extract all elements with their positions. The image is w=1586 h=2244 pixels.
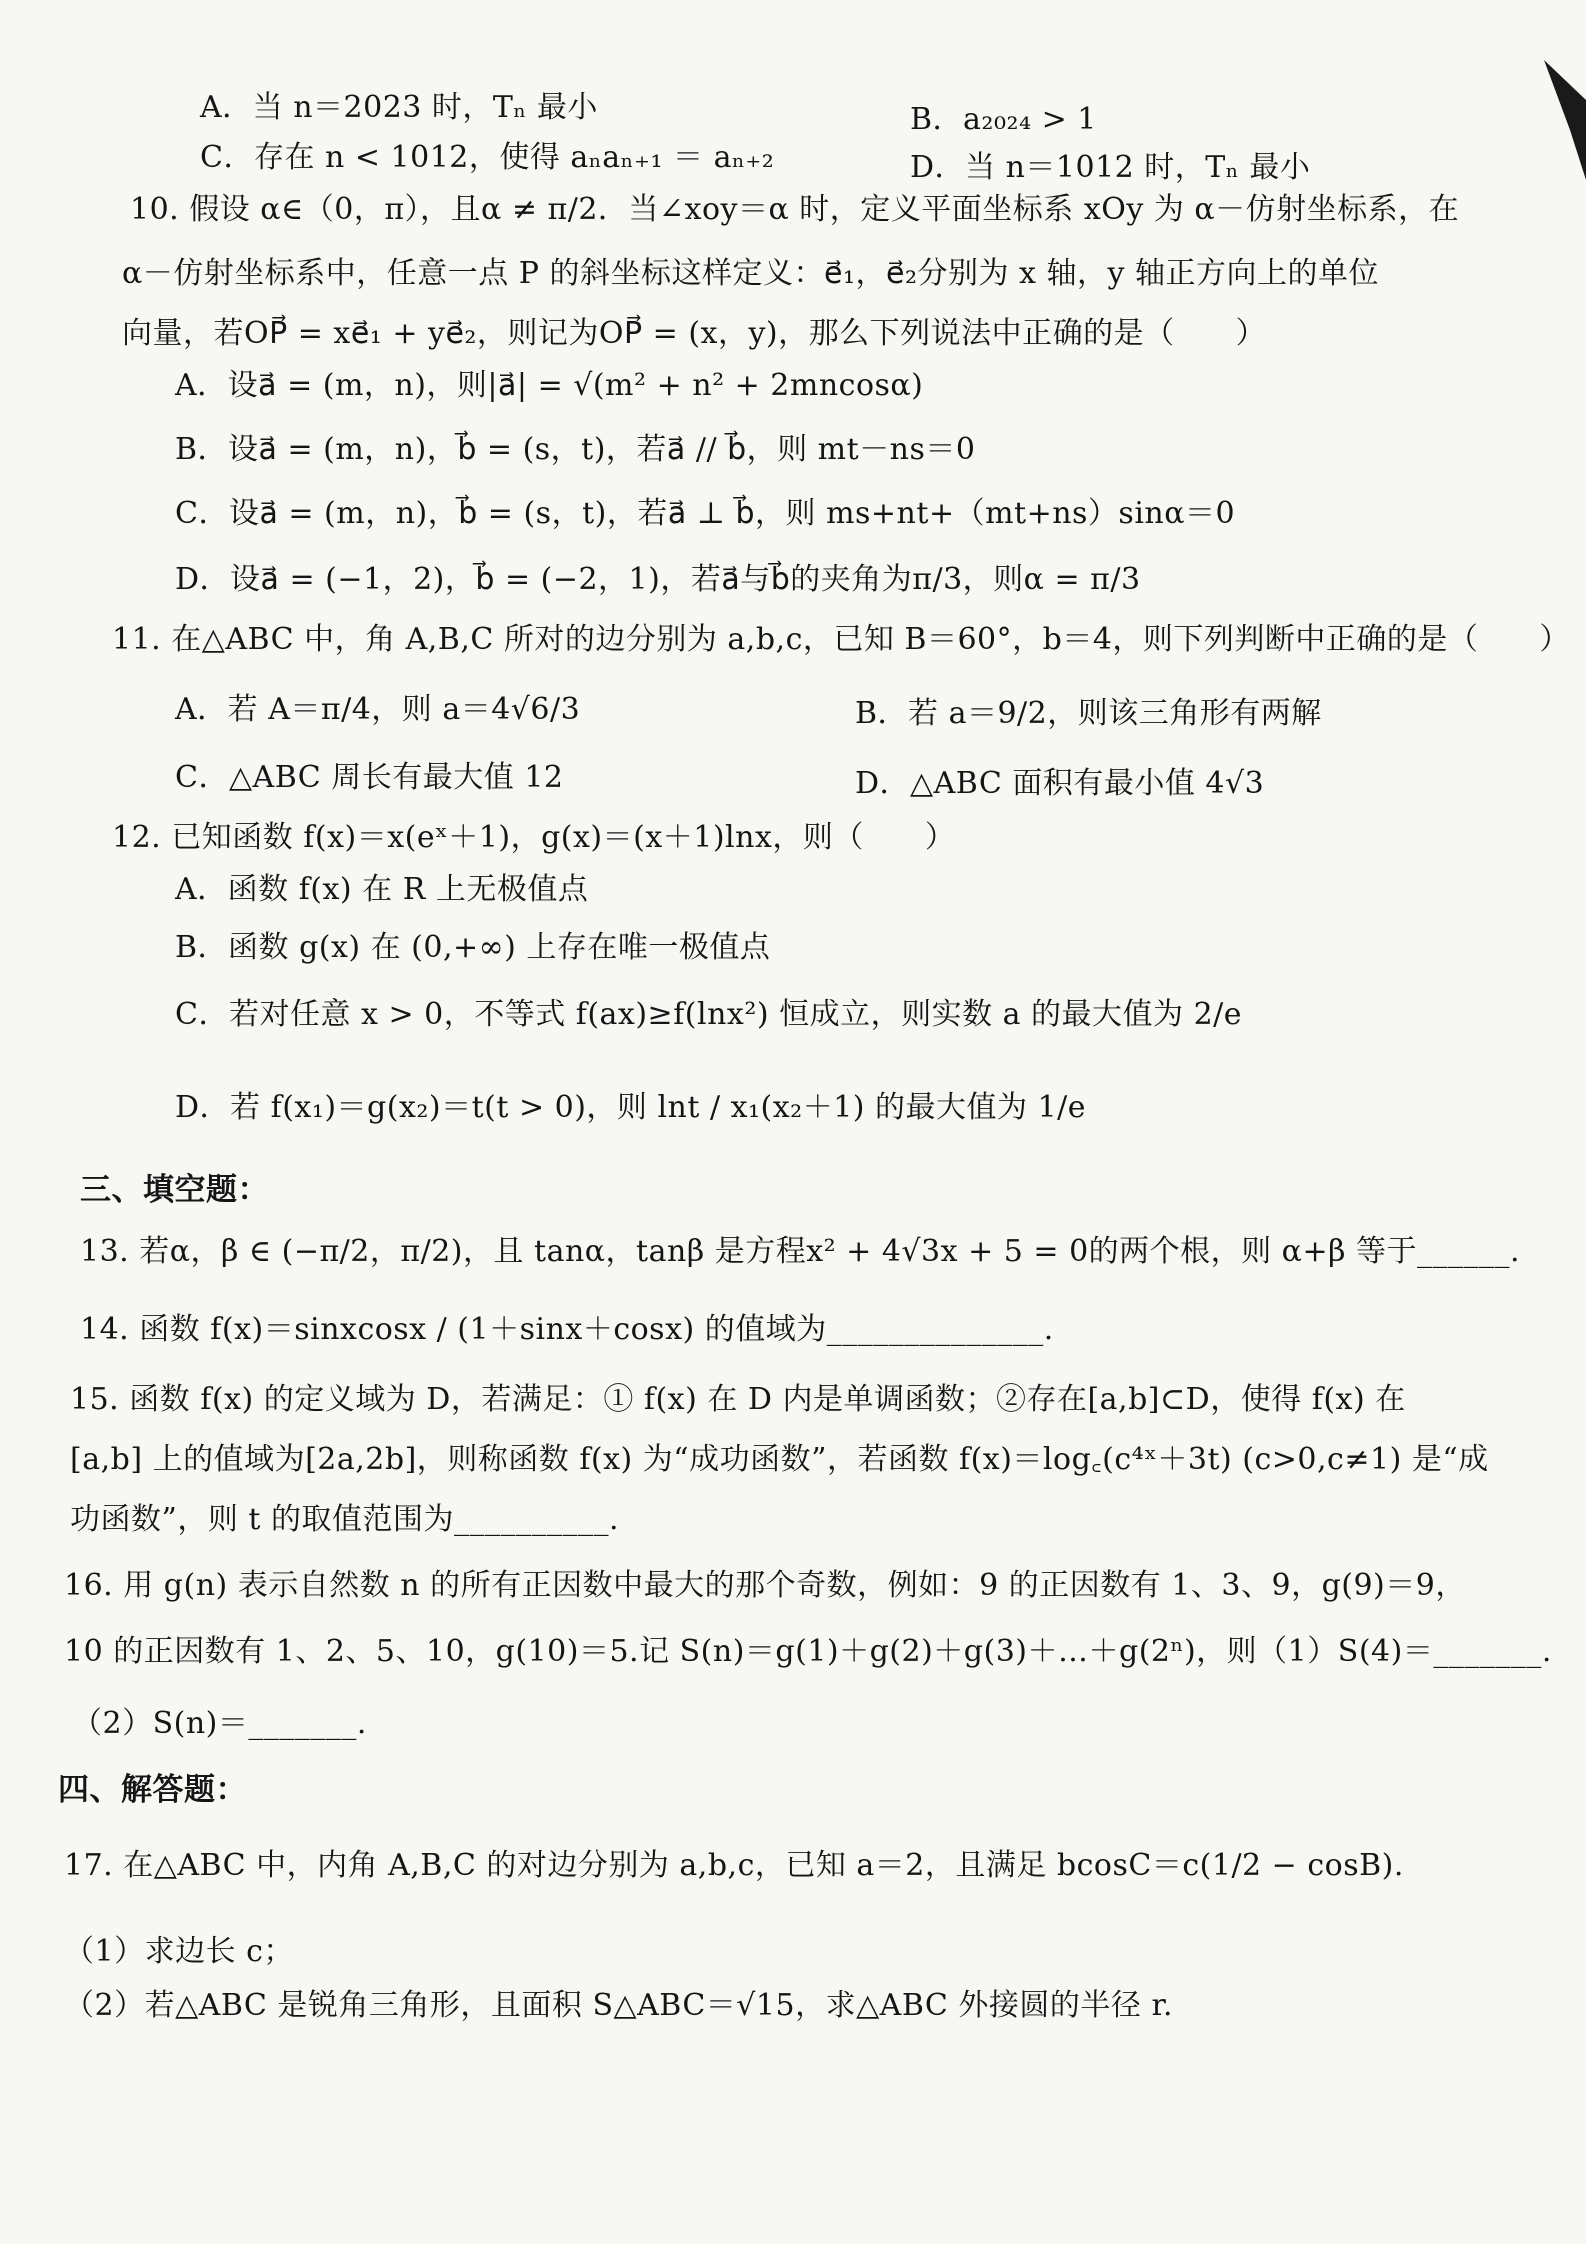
q12-option-c: C．若对任意 x > 0，不等式 f(ax)≥f(lnx²) 恒成立，则实数 a 的最大值为 2/e — [175, 997, 1243, 1032]
q9-option-c: C．存在 n < 1012，使得 aₙaₙ₊₁ ＝ aₙ₊₂ — [200, 140, 775, 175]
q10-stem-line1: 10. 假设 α∈（0，π），且α ≠ π/2．当∠xoy＝α 时，定义平面坐标系 xOy 为 α－仿射坐标系，在 — [130, 192, 1460, 227]
q17-part2: （2）若△ABC 是锐角三角形，且面积 S△ABC＝√15，求△ABC 外接圆的半径 r. — [64, 1988, 1174, 2023]
q16-stem-line3: （2）S(n)＝_______. — [72, 1706, 367, 1741]
q10-option-a: A．设a⃗ = (m，n)，则|a⃗| = √(m² + n² + 2mncosα) — [175, 368, 924, 403]
q9-option-d: D．当 n＝1012 时，Tₙ 最小 — [910, 150, 1311, 185]
q13-stem: 13. 若α，β ∈ (−π/2，π/2)，且 tanα，tanβ 是方程x² + 4√3x + 5 = 0的两个根，则 α+β 等于______. — [80, 1234, 1520, 1269]
q10-option-b: B．设a⃗ = (m，n)，b⃗ = (s，t)，若a⃗ // b⃗，则 mt－ns＝0 — [175, 432, 976, 467]
q12-option-a: A．函数 f(x) 在 R 上无极值点 — [175, 872, 589, 907]
section-answer-title: 四、解答题： — [58, 1772, 247, 1808]
q11-option-b: B．若 a＝9/2，则该三角形有两解 — [855, 696, 1322, 731]
q9-option-a: A．当 n＝2023 时，Tₙ 最小 — [200, 90, 598, 125]
q12-option-b: B．函数 g(x) 在 (0,+∞) 上存在唯一极值点 — [175, 930, 771, 965]
q16-stem-line2: 10 的正因数有 1、2、5、10，g(10)＝5.记 S(n)＝g(1)＋g(2)＋g(3)＋…＋g(2ⁿ)，则（1）S(4)＝_______. — [64, 1634, 1552, 1669]
q11-stem: 11. 在△ABC 中，角 A,B,C 所对的边分别为 a,b,c，已知 B＝60°，b＝4，则下列判断中正确的是（ ） — [112, 622, 1570, 657]
q17-part1: （1）求边长 c； — [64, 1934, 294, 1969]
q11-option-d: D．△ABC 面积有最小值 4√3 — [855, 766, 1265, 801]
q12-stem: 12. 已知函数 f(x)＝x(eˣ＋1)，g(x)＝(x＋1)lnx，则（ ） — [112, 820, 956, 855]
q16-stem-line1: 16. 用 g(n) 表示自然数 n 的所有正因数中最大的那个奇数，例如：9 的正因数有 1、3、9，g(9)＝9， — [64, 1568, 1466, 1603]
q15-stem-line1: 15. 函数 f(x) 的定义域为 D，若满足：① f(x) 在 D 内是单调函数；②存在[a,b]⊂D，使得 f(x) 在 — [70, 1382, 1406, 1417]
q11-option-c: C．△ABC 周长有最大值 12 — [175, 760, 564, 795]
q9-option-b: B．a₂₀₂₄ > 1 — [910, 102, 1097, 137]
q10-option-d: D．设a⃗ = (−1，2)，b⃗ = (−2，1)，若a⃗与b⃗的夹角为π/3，则α = π/3 — [175, 562, 1141, 597]
q14-stem: 14. 函数 f(x)＝sinxcosx / (1＋sinx＋cosx) 的值域为______________. — [80, 1312, 1054, 1347]
q15-stem-line3: 功函数”，则 t 的取值范围为__________. — [70, 1502, 620, 1537]
q12-option-d: D．若 f(x₁)＝g(x₂)＝t(t > 0)，则 lnt / x₁(x₂＋1) 的最大值为 1/e — [175, 1090, 1087, 1125]
q11-option-a: A．若 A＝π/4，则 a＝4√6/3 — [175, 692, 581, 727]
q10-stem-line3: 向量，若OP⃗ = xe⃗₁ + ye⃗₂，则记为OP⃗ = (x，y)，那么下列说法中正确的是（ ） — [122, 316, 1267, 351]
section-fill-in-title: 三、填空题： — [80, 1172, 269, 1208]
q10-stem-line2: α－仿射坐标系中，任意一点 P 的斜坐标这样定义：e⃗₁，e⃗₂分别为 x 轴，y 轴正方向上的单位 — [122, 256, 1379, 291]
q17-stem: 17. 在△ABC 中，内角 A,B,C 的对边分别为 a,b,c，已知 a＝2，且满足 bcosC＝c(1/2 − cosB). — [64, 1848, 1404, 1883]
q10-option-c: C．设a⃗ = (m，n)，b⃗ = (s，t)，若a⃗ ⊥ b⃗，则 ms+nt+（mt+ns）sinα＝0 — [175, 496, 1236, 531]
q15-stem-line2: [a,b] 上的值域为[2a,2b]，则称函数 f(x) 为“成功函数”，若函数 f(x)＝log꜀(c⁴ˣ＋3t) (c>0,c≠1) 是“成 — [70, 1442, 1489, 1477]
